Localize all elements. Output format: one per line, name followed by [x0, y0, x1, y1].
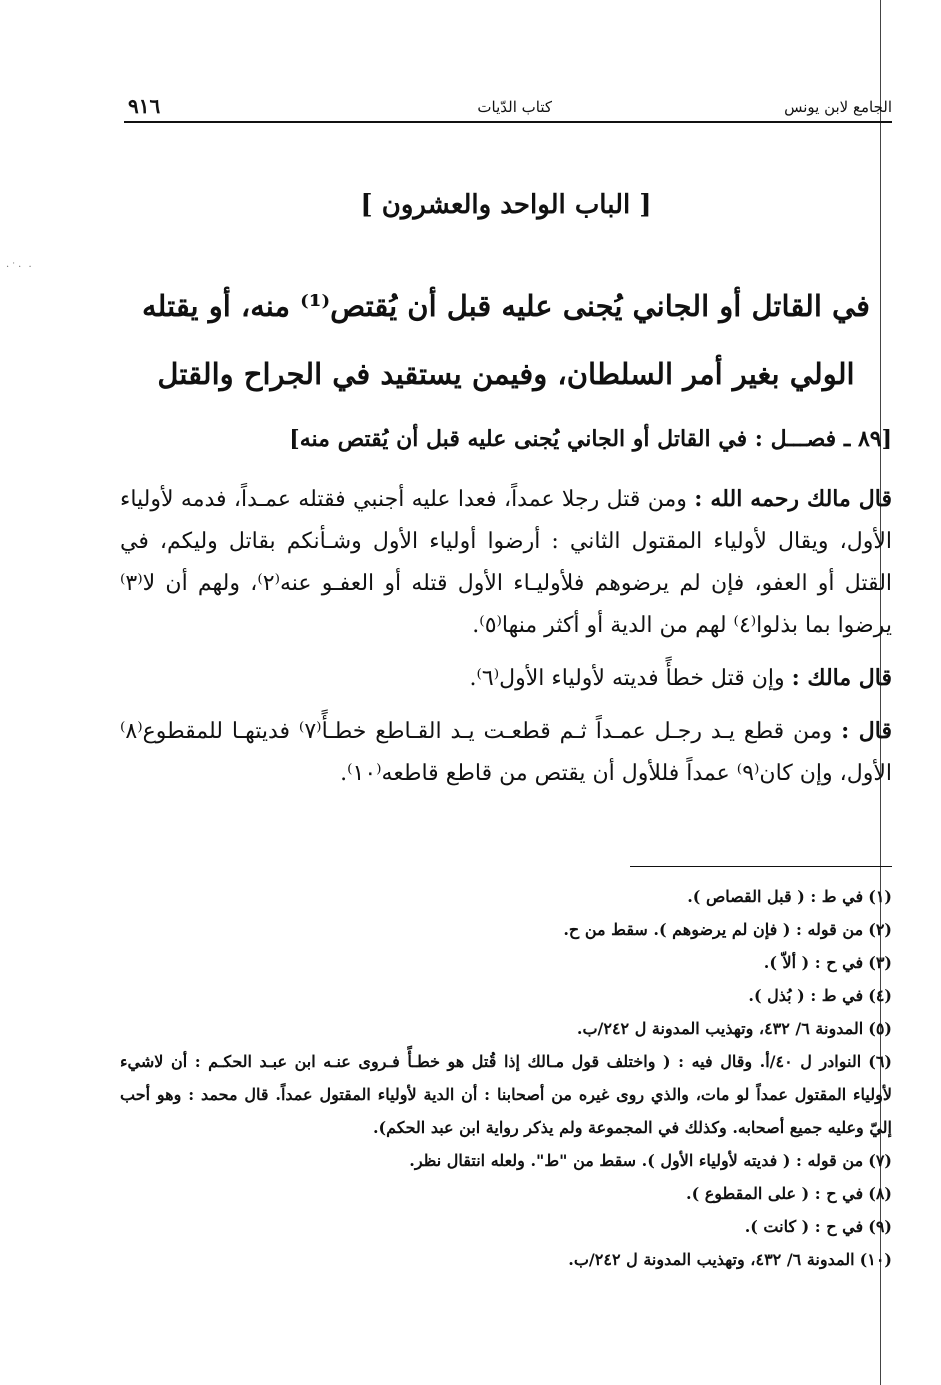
footnote-number: (٥) — [868, 1019, 892, 1038]
paragraph — [120, 657, 892, 700]
scan-specks: ·˙· · — [6, 262, 34, 273]
paragraph-text: وإن قتل خطأً فديته لأولياء الأول⁽٦⁾. — [469, 666, 792, 691]
footnote-text: المدونة ٦/ ٤٣٢، وتهذيب المدونة ل ٢٤٢/ب. — [576, 1019, 864, 1038]
footnote-text: في ح : ( على المقطوع ). — [686, 1184, 864, 1203]
footnote-number: (٧) — [868, 1151, 892, 1170]
chapter-title: [ الباب الواحد والعشرون ] — [360, 190, 652, 220]
paragraph-lead: قال : — [841, 718, 893, 744]
footnote — [120, 1012, 892, 1045]
header-rule — [124, 121, 892, 123]
paragraph-text: ومن قطع يـد رجـل عمـداً ثـم قطعـت يـد القـاطع خطـأً⁽٧⁾ فديتهـا للمقطوع⁽٨⁾ الأول، وإن كان⁽٩⁾ عمداً فللأول أن يقتص من قاطع قاطعه⁽١٠⁾. — [120, 719, 892, 786]
body-text — [120, 478, 892, 805]
footnote-separator — [630, 866, 892, 867]
footnote-number: (٣) — [868, 953, 892, 972]
footnote-text: من قوله : ( فديته لأولياء الأول ). سقط من "ط". ولعله انتقال نظر. — [409, 1151, 864, 1170]
footnote — [120, 1144, 892, 1177]
footnote-text: النوادر ل ٤٠/أ. وقال فيه : ( واختلف قول مـالك إذا قُتل هو خطـأً فـروى عنـه ابن عبـد الحكـم : أن لاشيء لأولياء المقتول عمداً لو مات، والذي روى غيره من أصحابنا : أن الدية لأولياء المقتول عمداً. قال محمد : وهو أحب إليّ وعليه جميع أصحابه. وكذلك في المجموعة ولم يذكر رواية ابن عبد الحكم). — [120, 1052, 892, 1137]
page-number: ٩١٦ — [128, 94, 161, 118]
footnote-number: (٩) — [868, 1217, 892, 1236]
footnote-number: (٨) — [868, 1184, 892, 1203]
footnote — [120, 1210, 892, 1243]
footnote-number: (١٠) — [859, 1250, 892, 1269]
section-title: [٨٩ ـ فصـــل : في القاتل أو الجاني يُجنى عليه قبل أن يُقتص منه] — [289, 426, 892, 452]
running-header — [120, 94, 892, 124]
paragraph — [120, 478, 892, 647]
footnote-number: (٤) — [868, 986, 892, 1005]
footnote-text: في ط : ( بُذل ). — [748, 986, 864, 1005]
footnote — [120, 946, 892, 979]
footnote — [120, 1045, 892, 1144]
footnote-text: من قوله : ( فإن لم يرضوهم ). سقط من ح. — [563, 920, 864, 939]
footnote-number: (٢) — [868, 920, 892, 939]
footnotes — [120, 880, 892, 1276]
footnote — [120, 1243, 892, 1276]
footnote — [120, 913, 892, 946]
footnote — [120, 979, 892, 1012]
footnote — [120, 1177, 892, 1210]
chapter-name: كتاب الدّيات — [477, 98, 552, 116]
footnote-text: في ح : ( ألاّ ). — [763, 953, 864, 972]
footnote-text: في ط : ( قبل القصاص ). — [687, 887, 864, 906]
paragraph-lead: قال مالك رحمه الله : — [694, 486, 893, 512]
book-title: الجامع لابن يونس — [784, 98, 892, 116]
paragraph-text: ومن قتل رجلا عمداً، فعدا عليه أجنبي فقتله عمـداً، فدمه لأولياء الأول، ويقال لأولياء المقتول الثاني : أرضوا أولياء الأول وشـأنكم بقاتل وليكم، في القتل أو العفو، فإن لم يرضوهم فلأوليـاء الأول قتله أو العفـو عنه⁽٢⁾، ولهم أن لا⁽٣⁾ يرضوا بما بذلوا⁽٤⁾ لهم من الدية أو أكثر منها⁽٥⁾. — [120, 487, 893, 638]
paragraph — [120, 710, 892, 795]
footnote-text: في ح : ( كانت ). — [744, 1217, 864, 1236]
footnote — [120, 880, 892, 913]
paragraph-lead: قال مالك : — [791, 665, 892, 691]
chapter-subject: في القاتل أو الجاني يُجنى عليه قبل أن يُقتص⁽¹⁾ منه، أو يقتله الولي بغير أمر السلطان، وفيمن يستقيد في الجراح والقتل — [141, 289, 871, 391]
footnote-number: (٦) — [868, 1052, 892, 1071]
footnote-text: المدونة ٦/ ٤٣٢، وتهذيب المدونة ل ٢٤٢/ب. — [568, 1250, 855, 1269]
footnote-number: (١) — [868, 887, 892, 906]
